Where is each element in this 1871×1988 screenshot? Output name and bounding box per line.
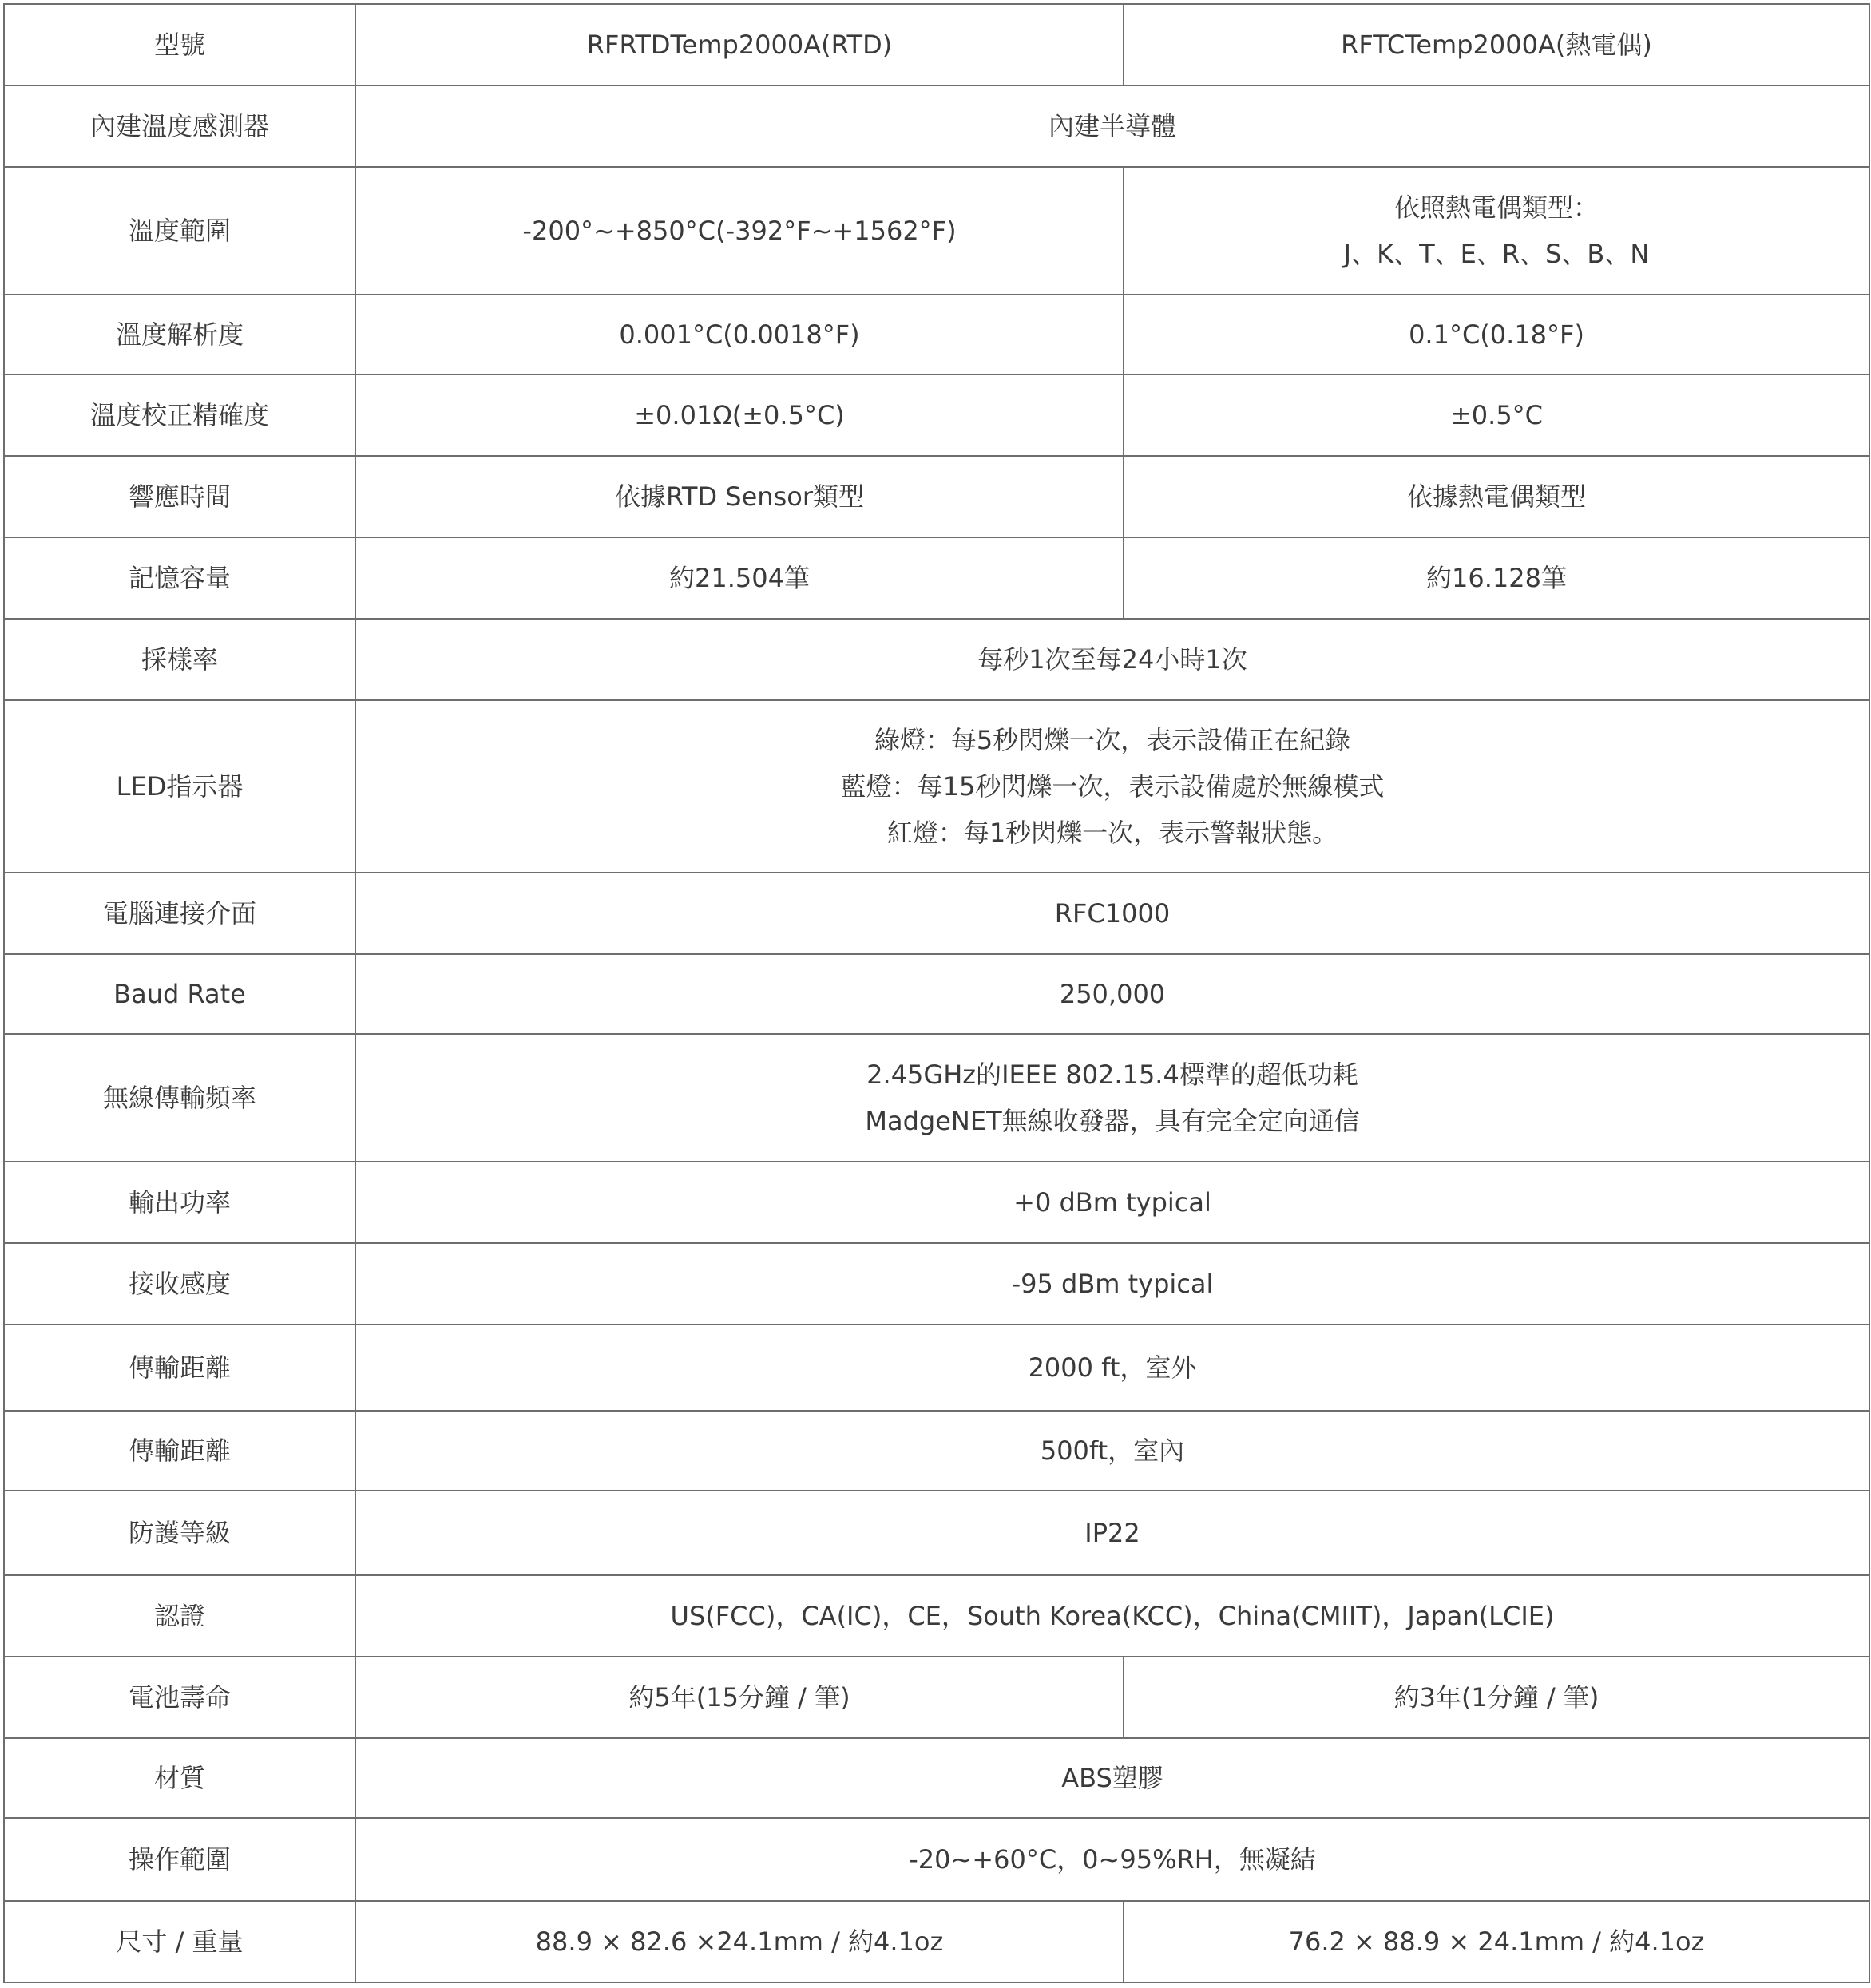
shared-value: IP22 xyxy=(355,1491,1869,1575)
led-blue-text: 藍燈：每15秒閃爍一次，表示設備處於無線模式 xyxy=(840,771,1385,802)
shared-value: -95 dBm typical xyxy=(355,1243,1869,1325)
row-label: 溫度解析度 xyxy=(4,295,355,374)
table-row xyxy=(4,1162,1869,1243)
tc-value xyxy=(1124,167,1869,295)
table-row xyxy=(4,700,1869,873)
table-row xyxy=(4,1325,1869,1411)
table-row xyxy=(4,4,1869,85)
row-label: 記憶容量 xyxy=(4,537,355,619)
table-row xyxy=(4,1575,1869,1657)
row-label: 溫度範圍 xyxy=(4,167,355,295)
table-row xyxy=(4,374,1869,456)
table-row xyxy=(4,1657,1869,1738)
tc-value: 約16.128筆 xyxy=(1124,537,1869,619)
row-label: 內建溫度感測器 xyxy=(4,85,355,167)
row-label: 認證 xyxy=(4,1575,355,1657)
shared-value xyxy=(355,1034,1869,1162)
table-row xyxy=(4,1901,1869,1982)
row-label: LED指示器 xyxy=(4,700,355,873)
rtd-value: 約21.504筆 xyxy=(355,537,1124,619)
row-label: 溫度校正精確度 xyxy=(4,374,355,456)
shared-value: 內建半導體 xyxy=(355,85,1869,167)
row-label: 電腦連接介面 xyxy=(4,873,355,954)
table-row xyxy=(4,1738,1869,1818)
row-label: 防護等級 xyxy=(4,1491,355,1575)
tc-value: 76.2 × 88.9 × 24.1mm / 約4.1oz xyxy=(1124,1901,1869,1982)
table-row xyxy=(4,456,1869,537)
table-row xyxy=(4,1243,1869,1325)
rtd-value: 0.001°C(0.0018°F) xyxy=(355,295,1124,374)
tc-value: ±0.5°C xyxy=(1124,374,1869,456)
row-label: 型號 xyxy=(4,4,355,85)
row-label: 尺寸 / 重量 xyxy=(4,1901,355,1982)
rtd-value: 88.9 × 82.6 ×24.1mm / 約4.1oz xyxy=(355,1901,1124,1982)
table-row xyxy=(4,537,1869,619)
led-green-text: 綠燈：每5秒閃爍一次，表示設備正在紀錄 xyxy=(874,725,1351,755)
shared-value: ABS塑膠 xyxy=(355,1738,1869,1818)
rtd-value: RFRTDTemp2000A(RTD) xyxy=(355,4,1124,85)
shared-value: US(FCC)，CA(IC)，CE，South Korea(KCC)，China(CMIIT)，Japan(LCIE) xyxy=(355,1575,1869,1657)
led-red-text: 紅燈：每1秒閃爍一次，表示警報狀態。 xyxy=(886,818,1338,848)
table-row xyxy=(4,295,1869,374)
row-label: 輸出功率 xyxy=(4,1162,355,1243)
table-row xyxy=(4,873,1869,954)
row-label: 接收感度 xyxy=(4,1243,355,1325)
shared-value: 500ft，室內 xyxy=(355,1411,1869,1491)
shared-value: -20~+60°C，0~95%RH，無凝結 xyxy=(355,1818,1869,1901)
table-row xyxy=(4,1411,1869,1491)
tc-value: 依據熱電偶類型 xyxy=(1124,456,1869,537)
row-label: 響應時間 xyxy=(4,456,355,537)
rtd-value: -200°~+850°C(-392°F~+1562°F) xyxy=(355,167,1124,295)
tc-value: RFTCTemp2000A(熱電偶) xyxy=(1124,4,1869,85)
row-label: Baud Rate xyxy=(4,954,355,1034)
row-label: 材質 xyxy=(4,1738,355,1818)
shared-value: 2000 ft，室外 xyxy=(355,1325,1869,1411)
shared-value: 250,000 xyxy=(355,954,1869,1034)
row-label: 操作範圍 xyxy=(4,1818,355,1901)
tc-value-line: 依照熱電偶類型： xyxy=(1393,192,1599,223)
rtd-value: 約5年(15分鐘 / 筆) xyxy=(355,1657,1124,1738)
tc-value-line: J、K、T、E、R、S、B、N xyxy=(1343,239,1650,269)
shared-value: +0 dBm typical xyxy=(355,1162,1869,1243)
table-row xyxy=(4,85,1869,167)
spec-table xyxy=(3,3,1870,1983)
table-row xyxy=(4,619,1869,700)
wireless-line: 2.45GHz的IEEE 802.15.4標準的超低功耗 xyxy=(866,1059,1358,1090)
row-label: 採樣率 xyxy=(4,619,355,700)
tc-value: 約3年(1分鐘 / 筆) xyxy=(1124,1657,1869,1738)
row-label: 傳輸距離 xyxy=(4,1325,355,1411)
table-row xyxy=(4,1818,1869,1901)
shared-value: 每秒1次至每24小時1次 xyxy=(355,619,1869,700)
shared-value: RFC1000 xyxy=(355,873,1869,954)
rtd-value: ±0.01Ω(±0.5°C) xyxy=(355,374,1124,456)
row-label: 電池壽命 xyxy=(4,1657,355,1738)
shared-value xyxy=(355,700,1869,873)
row-label: 無線傳輸頻率 xyxy=(4,1034,355,1162)
tc-value: 0.1°C(0.18°F) xyxy=(1124,295,1869,374)
table-row xyxy=(4,954,1869,1034)
row-label: 傳輸距離 xyxy=(4,1411,355,1491)
table-row xyxy=(4,1034,1869,1162)
table-row xyxy=(4,1491,1869,1575)
wireless-line: MadgeNET無線收發器，具有完全定向通信 xyxy=(865,1106,1360,1136)
table-row xyxy=(4,167,1869,295)
rtd-value: 依據RTD Sensor類型 xyxy=(355,456,1124,537)
